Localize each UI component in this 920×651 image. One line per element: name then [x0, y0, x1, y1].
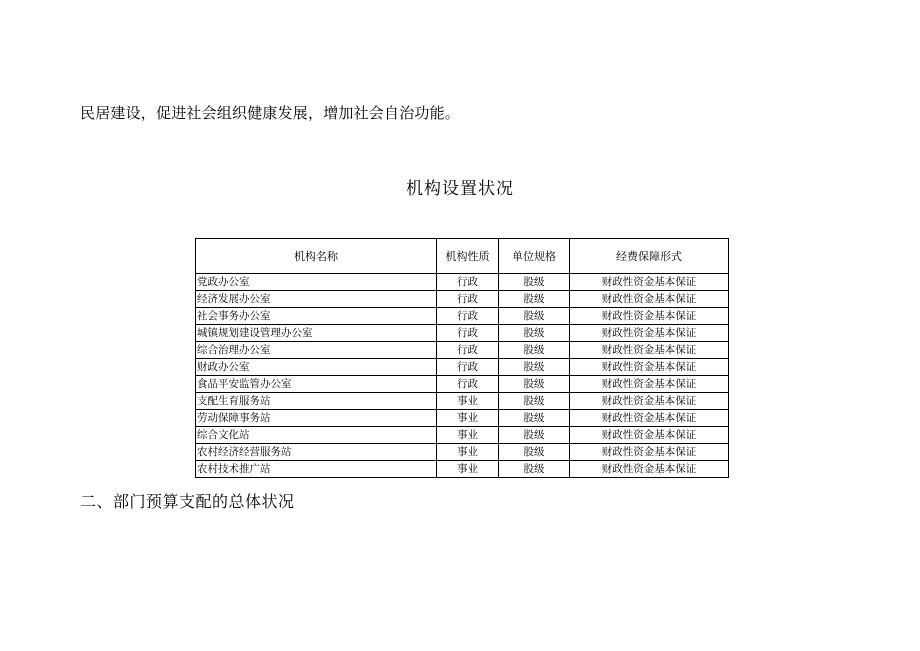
cell-org-nature: 事业 — [437, 393, 499, 410]
cell-org-nature: 事业 — [437, 461, 499, 478]
cell-funding-form: 财政性资金基本保证 — [570, 444, 729, 461]
cell-funding-form: 财政性资金基本保证 — [570, 410, 729, 427]
cell-org-name: 农村技术推广站 — [196, 461, 437, 478]
cell-unit-level: 股级 — [499, 444, 570, 461]
cell-org-name: 财政办公室 — [196, 359, 437, 376]
cell-funding-form: 财政性资金基本保证 — [570, 393, 729, 410]
cell-unit-level: 股级 — [499, 359, 570, 376]
cell-org-nature: 事业 — [437, 427, 499, 444]
table-row — [196, 342, 729, 359]
cell-funding-form: 财政性资金基本保证 — [570, 291, 729, 308]
header-org-name: 机构名称 — [196, 239, 437, 274]
cell-org-nature: 事业 — [437, 410, 499, 427]
cell-org-nature: 行政 — [437, 274, 499, 291]
cell-org-name: 劳动保障事务站 — [196, 410, 437, 427]
cell-unit-level: 股级 — [499, 308, 570, 325]
cell-org-name: 社会事务办公室 — [196, 308, 437, 325]
table-row — [196, 325, 729, 342]
cell-funding-form: 财政性资金基本保证 — [570, 325, 729, 342]
cell-funding-form: 财政性资金基本保证 — [570, 308, 729, 325]
cell-org-name: 支配生育服务站 — [196, 393, 437, 410]
cell-org-name: 党政办公室 — [196, 274, 437, 291]
cell-unit-level: 股级 — [499, 342, 570, 359]
cell-org-name: 经济发展办公室 — [196, 291, 437, 308]
table-row — [196, 359, 729, 376]
cell-org-nature: 事业 — [437, 444, 499, 461]
table-row — [196, 376, 729, 393]
cell-org-name: 综合文化站 — [196, 427, 437, 444]
section-heading: 二、部门预算支配的总体状况 — [80, 492, 295, 511]
header-unit-level: 单位规格 — [499, 239, 570, 274]
cell-unit-level: 股级 — [499, 274, 570, 291]
table-row — [196, 427, 729, 444]
table-row — [196, 410, 729, 427]
table-row — [196, 274, 729, 291]
cell-unit-level: 股级 — [499, 325, 570, 342]
cell-unit-level: 股级 — [499, 461, 570, 478]
cell-unit-level: 股级 — [499, 291, 570, 308]
cell-org-name: 城镇规划建设管理办公室 — [196, 325, 437, 342]
cell-org-name: 综合治理办公室 — [196, 342, 437, 359]
cell-org-nature: 行政 — [437, 359, 499, 376]
table-row — [196, 291, 729, 308]
table-header-row — [196, 239, 729, 274]
cell-unit-level: 股级 — [499, 410, 570, 427]
cell-funding-form: 财政性资金基本保证 — [570, 342, 729, 359]
cell-funding-form: 财政性资金基本保证 — [570, 376, 729, 393]
cell-org-nature: 行政 — [437, 342, 499, 359]
organization-table — [195, 238, 729, 478]
header-funding-form: 经费保障形式 — [570, 239, 729, 274]
table-title: 机构设置状况 — [406, 179, 514, 199]
cell-org-nature: 行政 — [437, 376, 499, 393]
body-paragraph: 民居建设，促进社会组织健康发展，增加社会自治功能。 — [80, 104, 461, 122]
cell-funding-form: 财政性资金基本保证 — [570, 461, 729, 478]
cell-org-name: 食品平安监管办公室 — [196, 376, 437, 393]
cell-unit-level: 股级 — [499, 393, 570, 410]
cell-org-nature: 行政 — [437, 291, 499, 308]
table-row — [196, 444, 729, 461]
cell-org-name: 农村经济经营服务站 — [196, 444, 437, 461]
cell-unit-level: 股级 — [499, 376, 570, 393]
table-row — [196, 308, 729, 325]
table-row — [196, 393, 729, 410]
cell-funding-form: 财政性资金基本保证 — [570, 359, 729, 376]
cell-org-nature: 行政 — [437, 325, 499, 342]
table-row — [196, 461, 729, 478]
header-org-nature: 机构性质 — [437, 239, 499, 274]
cell-funding-form: 财政性资金基本保证 — [570, 274, 729, 291]
cell-unit-level: 股级 — [499, 427, 570, 444]
cell-org-nature: 行政 — [437, 308, 499, 325]
cell-funding-form: 财政性资金基本保证 — [570, 427, 729, 444]
